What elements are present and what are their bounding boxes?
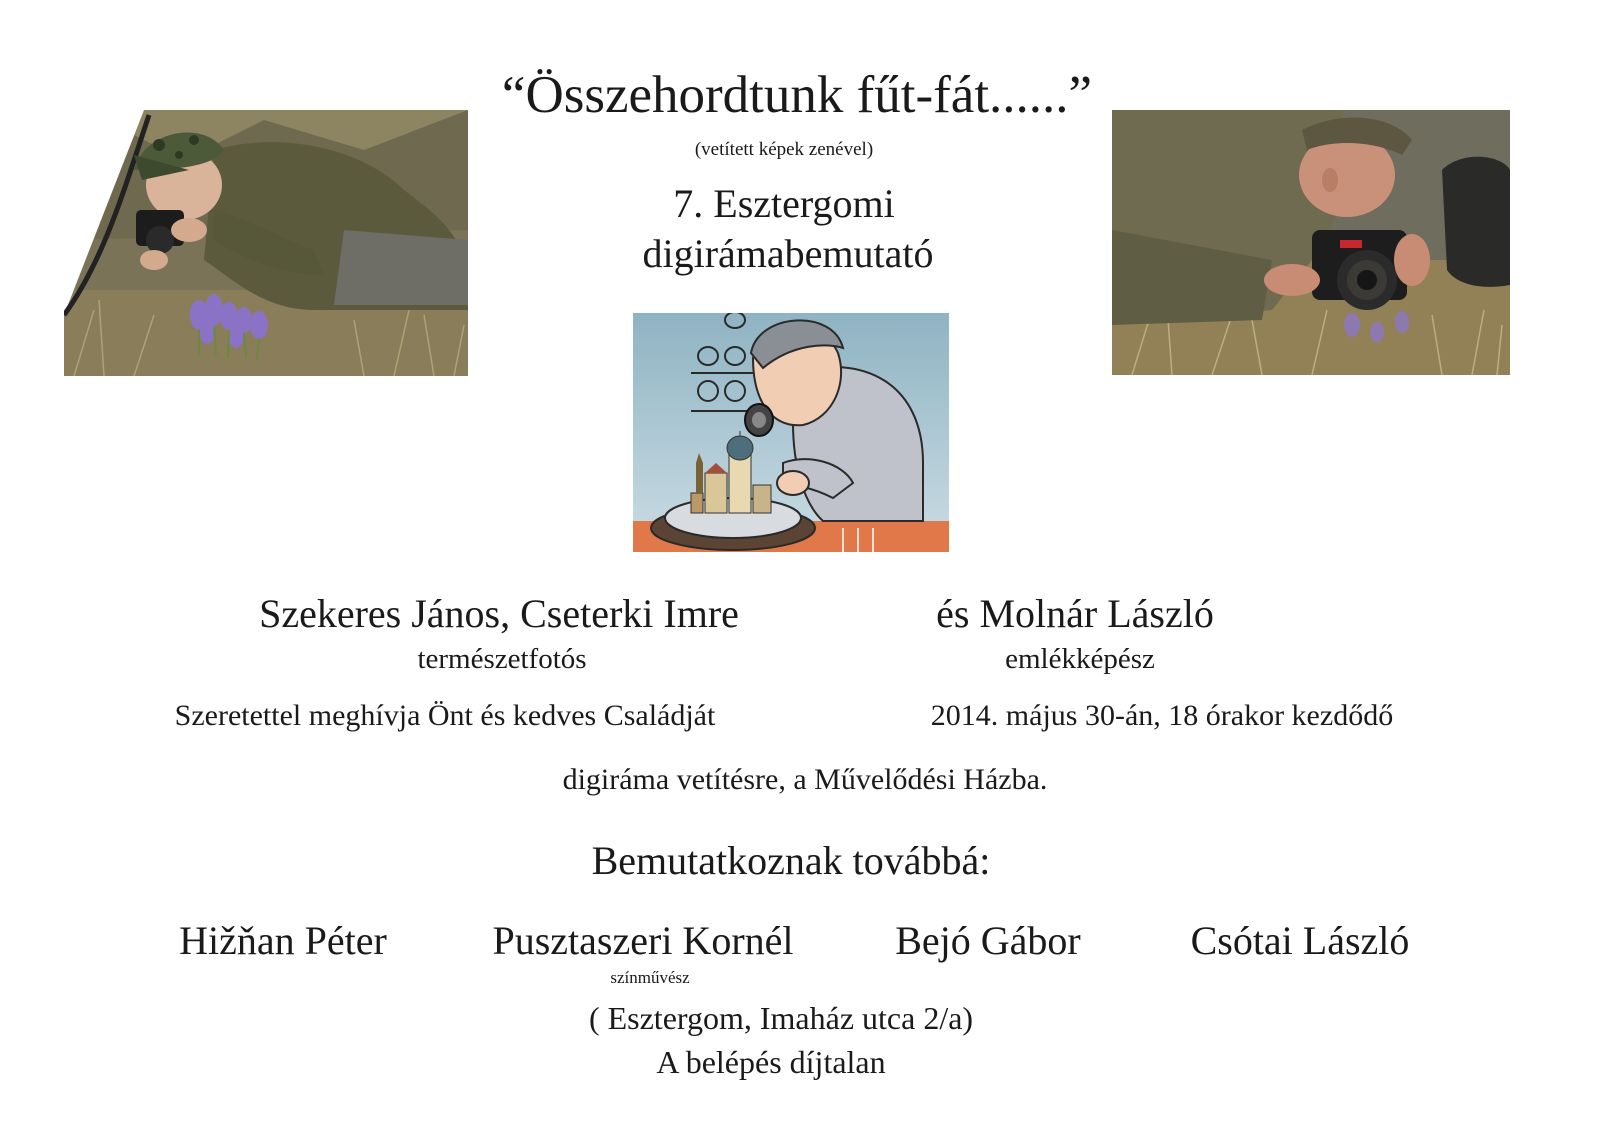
invitation-left: Szeretettel meghívja Önt és kedves Családját: [174, 699, 716, 732]
presenter-name: Csótai László: [1190, 918, 1410, 963]
event-title-line1: 7. Esztergomi: [673, 181, 895, 226]
admission-note: A belépés díjtalan: [656, 1044, 886, 1080]
poster-subtitle: (vetített képek zenével): [694, 139, 874, 160]
presenter-name: Hižňan Péter: [179, 918, 387, 963]
also-presenting-heading: Bemutatkoznak továbbá:: [591, 838, 991, 883]
invitation-right: 2014. május 30-án, 18 órakor kezdődő: [930, 699, 1394, 732]
center-cartoon: [633, 313, 949, 552]
hosts-right-role: emlékképész: [1005, 643, 1155, 675]
left-photo: [64, 110, 468, 376]
hosts-left-role: természetfotós: [417, 643, 587, 675]
invitation-line2: digiráma vetítésre, a Művelődési Házba.: [562, 763, 1048, 796]
presenter-name: Bejó Gábor: [895, 918, 1081, 963]
event-title-line2: digirámabemutató: [642, 231, 934, 276]
hosts-right-names: és Molnár László: [936, 591, 1214, 636]
right-photo: [1112, 110, 1510, 375]
presenter-role: színművész: [610, 968, 690, 987]
presenter-name: Pusztaszeri Kornél: [492, 918, 794, 963]
hosts-left-names: Szekeres János, Cseterki Imre: [259, 591, 739, 636]
poster-title: “Összehordtunk fűt-fát......”: [501, 66, 1093, 124]
venue-address: ( Esztergom, Imaház utca 2/a): [588, 1000, 974, 1036]
